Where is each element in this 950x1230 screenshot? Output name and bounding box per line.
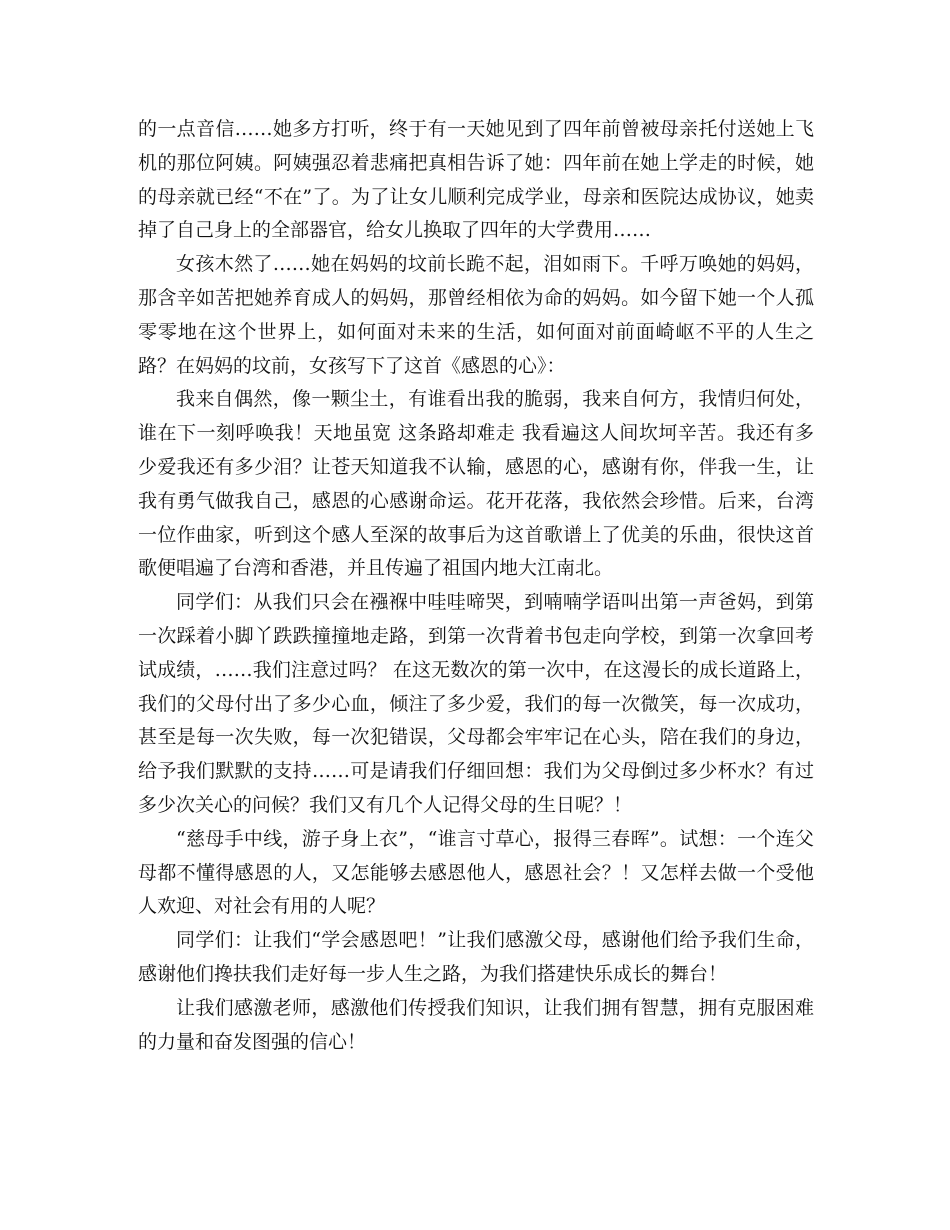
document-body <box>138 113 814 1059</box>
paragraph-3: 我来自偶然，像一颗尘土，有谁看出我的脆弱，我来自何方，我情归何处，谁在下一刻呼唤我！天地虽宽 这条路却难走 我看遍这人间坎坷辛苦。我还有多少爱我还有多少泪？让苍天知道我不认输，感恩的心，感谢有你，伴我一生，让我有勇气做我自己，感恩的心感谢命运。花开花落，我依然会珍惜。后来，台湾一位作曲家，听到这个感人至深的故事后为这首歌谱上了优美的乐曲，很快这首歌便唱遍了台湾和香港，并且传遍了祖国内地大江南北。 <box>138 388 814 580</box>
paragraph-1: 的一点音信……她多方打听，终于有一天她见到了四年前曾被母亲托付送她上飞机的那位阿姨。阿姨强忍着悲痛把真相告诉了她：四年前在她上学走的时候，她的母亲就已经“不在”了。为了让女儿顺利完成学业，母亲和医院达成协议，她卖掉了自己身上的全部器官，给女儿换取了四年的大学费用…… <box>138 118 814 242</box>
paragraph-2: 女孩木然了……她在妈妈的坟前长跪不起，泪如雨下。千呼万唤她的妈妈，那含辛如苦把她养育成人的妈妈，那曾经相依为命的妈妈。如今留下她一个人孤零零地在这个世界上，如何面对未来的生活，如何面对前面崎岖不平的人生之路？在妈妈的坟前，女孩写下了这首《感恩的心》： <box>138 253 814 377</box>
paragraph-5: “慈母手中线，游子身上衣”，“谁言寸草心，报得三春晖”。试想：一个连父母都不懂得感恩的人，又怎能够去感恩他人，感恩社会？！又怎样去做一个受他人欢迎、对社会有用的人呢？ <box>138 827 814 918</box>
paragraph-6: 同学们：让我们“学会感恩吧！”让我们感激父母，感谢他们给予我们生命，感谢他们搀扶我们走好每一步人生之路，为我们搭建快乐成长的舞台！ <box>138 929 814 985</box>
paragraph-4: 同学们：从我们只会在襁褓中哇哇啼哭，到喃喃学语叫出第一声爸妈，到第一次踩着小脚丫跌跌撞撞地走路，到第一次背着书包走向学校，到第一次拿回考试成绩，……我们注意过吗？ 在这无数次的第一次中，在这漫长的成长道路上，我们的父母付出了多少心血，倾注了多少爱，我们的每一次微笑，每一次成功，甚至是每一次失败，每一次犯错误，父母都会牢牢记在心头，陪在我们的身边，给予我们默默的支持……可是请我们仔细回想：我们为父母倒过多少杯水？有过多少次关心的问候？我们又有几个人记得父母的生日呢？！ <box>138 591 814 816</box>
paragraph-7: 让我们感激老师，感激他们传授我们知识，让我们拥有智慧，拥有克服困难的力量和奋发图强的信心！ <box>138 996 814 1053</box>
